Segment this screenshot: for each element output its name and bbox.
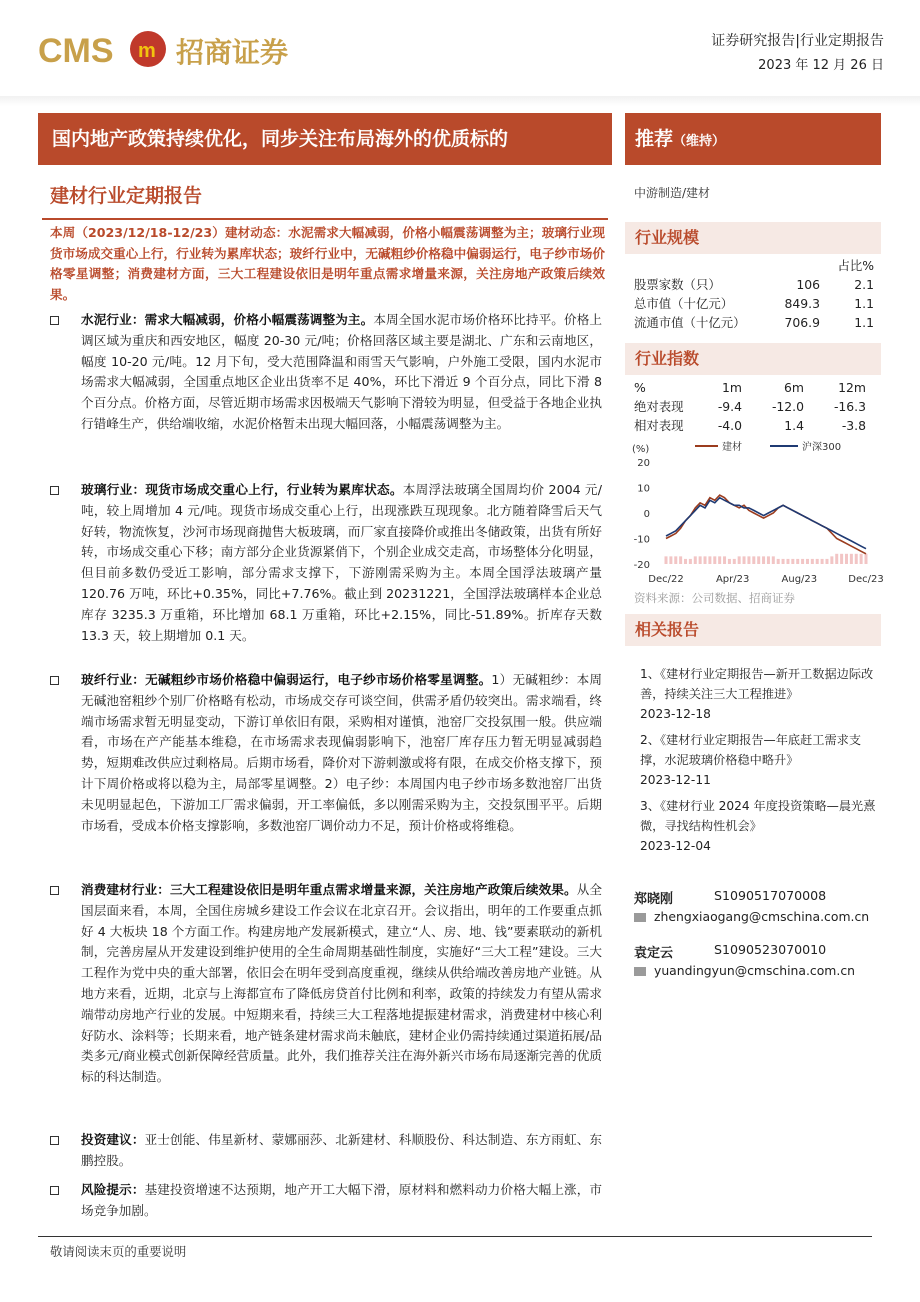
report-title: 国内地产政策持续优化，同步关注布局海外的优质标的 [38, 113, 612, 165]
relative-bar [777, 559, 780, 564]
bullet-cement [50, 310, 602, 435]
relative-bar [679, 556, 682, 564]
relative-bar [816, 559, 819, 564]
series-line-1 [666, 498, 866, 549]
relative-bar [713, 556, 716, 564]
report-subtitle: 建材行业定期报告 [50, 185, 203, 207]
author-name: 袁定云 [634, 946, 674, 961]
author-1 [634, 888, 827, 907]
rating-main: 推荐 [635, 128, 674, 150]
sector-label: 中游制造/建材 [634, 186, 711, 200]
relative-bar [669, 556, 672, 564]
mail-icon [634, 913, 646, 922]
bullet-risk [50, 1180, 602, 1222]
logo-latin: CMS [38, 32, 114, 70]
index-chart [630, 438, 884, 588]
bullet-heading: 投资建议： [81, 1132, 145, 1147]
author-id: S1090523070010 [714, 942, 827, 957]
cms-logo [38, 24, 328, 74]
relative-bar [747, 556, 750, 564]
bullet-body: 基建投资增速不达预期，地产开工大幅下滑，原材料和燃料动力价格大幅上涨，市场竞争加剧。 [81, 1182, 603, 1218]
related-report-item[interactable] [640, 796, 876, 856]
relative-bar [743, 556, 746, 564]
relative-bar [811, 559, 814, 564]
y-tick-label: -20 [633, 560, 650, 571]
author-id: S1090517070008 [714, 888, 827, 903]
svg-text:m: m [138, 40, 156, 62]
relative-bar [850, 554, 853, 564]
table-row: 相对表现 -4.0 1.4 -3.8 [634, 418, 866, 433]
bullet-glass [50, 480, 602, 646]
x-tick-label: Dec/22 [648, 574, 684, 585]
bullet-body: 从全国层面来看，本周，全国住房城乡建设工作会议在北京召开。会议指出，明年的工作要重点抓好 4 大板块 18 个方面工作。构建房地产发展新模式，建立“人、房、地、钱”要素联动的新机制，完善房屋从开发建设到维护使用的全生命周期基础性制度，实施好“三大工程”建设。三大工程作为党中央的重大部署，依旧会在明年受到高度重视，继续从供给端改善房地产业链。从地方来看，近期，北京与上海都宣布了降低房贷首付比例和利率，政策的持续发力有望从需求端带动房地产行业的发展。中短期来看，持续三大工程落地提振建材需求，消费建材中核心利好防水、涂料等；长期来看，地产链条建材需求尚未触底，建材企业仍需持续通过渠道拓展/品类多元/商业模式创新保障经营质量。此外，我们推荐关注在海外新兴市场布局逐渐完善的优质标的科达制造。 [81, 882, 603, 1085]
related-report-date: 2023-12-04 [640, 839, 711, 853]
relative-bar [728, 559, 731, 564]
relative-bar [860, 554, 863, 564]
index-heading: 行业指数 [625, 343, 881, 375]
scale-col-header: 占比% [837, 258, 874, 273]
relative-bar [825, 559, 828, 564]
related-report-title: 1、《建材行业定期报告—新开工数据边际改善，持续关注三大工程推进》 [640, 667, 874, 701]
bullet-marker-icon [50, 316, 59, 325]
relative-bar [689, 559, 692, 564]
author-1-email[interactable]: zhengxiaogang@cmschina.com.cn [634, 908, 874, 926]
scale-table [634, 256, 874, 332]
related-report-item[interactable] [640, 730, 876, 790]
relative-bar [757, 556, 760, 564]
footer-rule [38, 1236, 872, 1237]
relative-bar [708, 556, 711, 564]
y-tick-label: 0 [643, 509, 650, 520]
relative-bar [855, 554, 858, 564]
footer-note: 敬请阅读末页的重要说明 [50, 1244, 187, 1259]
author-2 [634, 942, 827, 961]
bullet-body: 1）无碱粗纱：本周无碱池窑粗纱个别厂价格略有松动，市场成交存可谈空间，供需矛盾仍较突出。需求端看，终端市场需求暂无明显变动，下游订单依旧有限，采购相对谨慎，池窑厂交投氛围一般。供应端看，市场在产产能基本维稳，在市场需求表现偏弱影响下，池窑厂库存压力暂无明显减弱趋势，短期难改供应过剩格局。后期市场看，降价对下游刺激或将有限，在成交价格支撑下，预计下周价格或将以稳为主，局部零星调整。2）电子纱：本周国内电子纱市场多数池窑厂出货未见明显起色，下游加工厂需求偏弱，开工率偏低，多以刚需采购为主，交投氛围平平。后期市场看，受成本价格支撑影响，多数池窑厂调价动力不足，预计价格或将维稳。 [81, 672, 603, 833]
bullet-heading: 玻纤行业：无碱粗纱市场价格稳中偏弱运行，电子纱市场价格零星调整。 [81, 672, 492, 687]
logo-chinese: 招商证券 [176, 36, 289, 69]
relative-bar [806, 559, 809, 564]
relative-bar [704, 556, 707, 564]
chart-source: 资料来源：公司数据、招商证券 [634, 591, 795, 605]
relative-bar [674, 556, 677, 564]
relative-bar [772, 556, 775, 564]
relative-bar [723, 556, 726, 564]
relative-bar [684, 559, 687, 564]
related-heading: 相关报告 [625, 614, 881, 646]
bullet-body: 本周浮法玻璃全国周均价 2004 元/吨，较上周增加 4 元/吨。现货市场成交重心上行，出现涨跌互现现象。北方随着降雪后天气好转，物流恢复，沙河市场现商抛售大板玻璃，而厂家直接降价或推出冬储政策，出货有所好转，市场成交重心下移；南方部分企业货源紧俏下，个别企业成交走高，市场整体分化明显，但目前多数仍受近工影响，部分需求支撑下，下游刚需采购为主。本周全国浮法玻璃产量 120.76 万吨，环比+0.35%，同比+7.76%。截止到 20231221，全国浮法玻璃样本企业总库存 3235.3 万重箱，环比增加 68.1 万重箱，环比+2.15%，同比-51.89%。折库存天数 13.3 天，较上期增加 0.1 天。 [81, 482, 602, 643]
relative-bar [865, 554, 868, 564]
bullet-marker-icon [50, 1186, 59, 1195]
relative-bar [786, 559, 789, 564]
related-report-date: 2023-12-18 [640, 707, 711, 721]
relative-bar [665, 556, 668, 564]
rating-sub: （维持） [673, 134, 726, 149]
table-row: 绝对表现 -9.4 -12.0 -16.3 [634, 399, 866, 414]
table-row: 总市值（十亿元） 849.3 1.1 [634, 296, 874, 311]
related-report-title: 3、《建材行业 2024 年度投资策略—晨光熹微，寻找结构性机会》 [640, 799, 876, 833]
legend-label-0: 建材 [722, 442, 742, 453]
subtitle-rule [42, 218, 608, 220]
bullet-heading: 风险提示： [81, 1182, 145, 1197]
relative-bar [762, 556, 765, 564]
bullet-marker-icon [50, 676, 59, 685]
legend-label-1: 沪深300 [802, 442, 842, 453]
related-report-date: 2023-12-11 [640, 773, 711, 787]
relative-bar [830, 556, 833, 564]
y-tick-label: -10 [633, 534, 650, 546]
relative-bar [738, 556, 741, 564]
relative-bar [796, 559, 799, 564]
relative-bar [782, 559, 785, 564]
bullet-heading: 消费建材行业：三大工程建设依旧是明年重点需求增量来源，关注房地产政策后续效果。 [81, 882, 577, 897]
relative-bar [694, 556, 697, 564]
bullet-body: 亚士创能、伟星新材、蒙娜丽莎、北新建材、科顺股份、科达制造、东方雨虹、东鹏控股。 [81, 1132, 603, 1168]
x-tick-label: Aug/23 [781, 574, 818, 585]
chart-ylabel: (%) [632, 444, 650, 455]
bullet-consumer-materials [50, 880, 602, 1088]
bullet-heading: 玻璃行业：现货市场成交重心上行，行业转为累库状态。 [81, 482, 403, 497]
header-band [0, 96, 920, 106]
y-tick-label: 10 [637, 483, 650, 495]
x-tick-label: Dec/23 [848, 574, 884, 585]
author-2-email[interactable]: yuandingyun@cmschina.com.cn [634, 962, 874, 980]
bullet-marker-icon [50, 886, 59, 895]
relative-bar [767, 556, 770, 564]
relative-bar [791, 559, 794, 564]
bullet-marker-icon [50, 1136, 59, 1145]
scale-heading: 行业规模 [625, 222, 881, 254]
relative-bar [801, 559, 804, 564]
relative-bar [821, 559, 824, 564]
rating-box [625, 113, 881, 165]
related-report-item[interactable] [640, 664, 876, 724]
relative-bar [718, 556, 721, 564]
y-tick-label: 20 [637, 458, 650, 469]
relative-bar [699, 556, 702, 564]
report-date: 2023 年 12 月 26 日 [758, 58, 884, 73]
relative-bar [845, 554, 848, 564]
summary-paragraph: 本周（2023/12/18-12/23）建材动态：水泥需求大幅减弱，价格小幅震荡调整为主；玻璃行业现货市场成交重心上行，行业转为累库状态；玻纤行业中，无碱粗纱价格稳中偏弱运行，电子纱市场价格零星调整；消费建材方面，三大工程建设依旧是明年重点需求增量来源，关注房地产政策后续效果。 [50, 225, 605, 302]
index-table: % 1m 6m 12m 绝对表现 -9.4 -12.0 -16.3 相对表现 -4.0 1.4 -3.8 [634, 378, 874, 435]
relative-bar [840, 554, 843, 564]
bullet-body: 本周全国水泥市场价格环比持平。价格上调区域为重庆和西安地区，幅度 20-30 元/吨；价格回落区域主要是湖北、广东和云南地区，幅度 10-20 元/吨。12 月下旬，受大范围降温和雨雪天气影响，户外施工受限，国内水泥市场需求大幅减弱，全国重点地区企业出货率不足 40%，环比下滑近 9 个百分点，同比下滑 8 个百分点。价格方面，尽管近期市场需求因极端天气影响下滑较为明显，但受益于各地企业执行错峰生产，供给端收缩，水泥价格暂未出现大幅回落，小幅震荡调整为主。 [81, 312, 603, 431]
mail-icon [634, 967, 646, 976]
related-report-title: 2、《建材行业定期报告—年底赶工需求支撑，水泥玻璃价格稳中略升》 [640, 733, 862, 767]
author-name: 郑晓刚 [634, 892, 674, 907]
bullet-investment [50, 1130, 602, 1172]
relative-bar [752, 556, 755, 564]
table-row: 股票家数（只） 106 2.1 [634, 277, 874, 292]
bullet-fiberglass [50, 670, 602, 836]
x-tick-label: Apr/23 [715, 574, 750, 585]
relative-bar [835, 554, 838, 564]
table-row: 流通市值（十亿元） 706.9 1.1 [634, 315, 874, 330]
bullet-marker-icon [50, 486, 59, 495]
relative-bar [733, 559, 736, 564]
report-type: 证券研究报告|行业定期报告 [711, 33, 884, 49]
bullet-heading: 水泥行业：需求大幅减弱，价格小幅震荡调整为主。 [81, 312, 374, 327]
series-line-0 [666, 495, 866, 554]
